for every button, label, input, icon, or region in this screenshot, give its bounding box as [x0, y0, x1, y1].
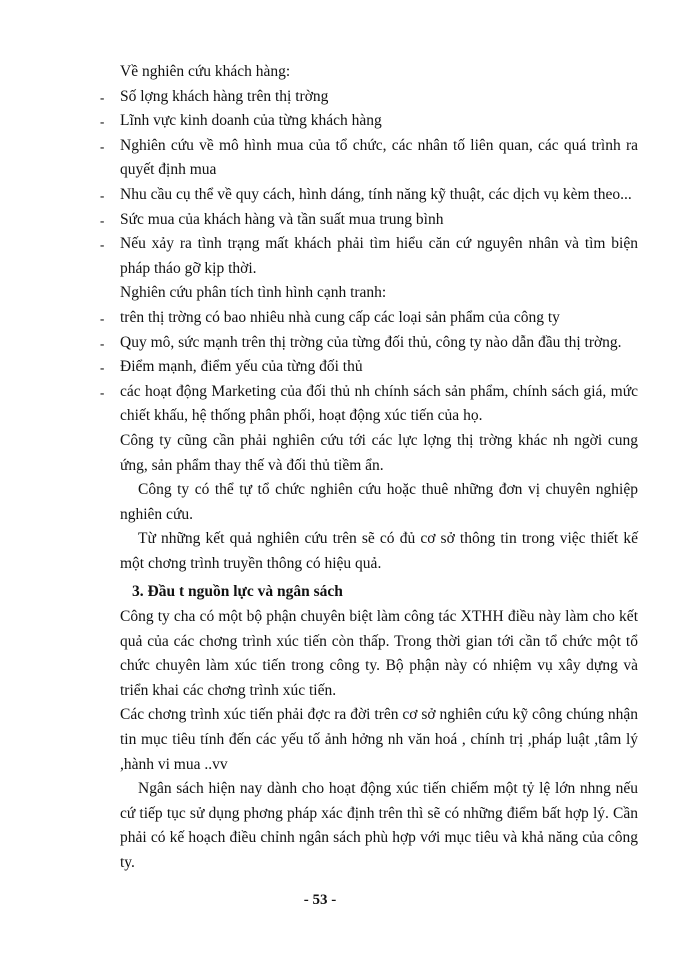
competition-heading: Nghiên cứu phân tích tình hình cạnh tranh:: [120, 284, 387, 302]
list-item-text: Điểm mạnh, điểm yếu của từng đối thủ: [120, 358, 363, 376]
paragraph-department: Công ty cha có một bộ phận chuyên biệt làm công tác XTHH điều này làm cho kết quả của các chơng trình xúc tiến còn thấp. Trong thời gian tới cần tổ chức một tổ chức chuyên làm xúc tiến trong công ty. Bộ phận này có nhiệm vụ xây dựng và triển khai các chơng trình xúc tiến.: [120, 608, 638, 699]
competition-list: [100, 306, 638, 429]
section-heading: 3. Đầu t nguồn lực và ngân sách: [132, 583, 343, 601]
list-item-text: trên thị trờng có bao nhiêu nhà cung cấp các loại sản phẩm của công ty: [120, 308, 560, 326]
list-item-text: Nhu cầu cụ thể về quy cách, hình dáng, tính năng kỹ thuật, các dịch vụ kèm theo...: [120, 185, 632, 203]
paragraph-programs: Các chơng trình xúc tiến phải đợc ra đời trên cơ sở nghiên cứu kỹ công chúng nhận tin mục tiêu tính đến các yếu tố ảnh hởng nh văn hoá , chính trị ,pháp luật ,tâm lý ,hành vi mua ..vv: [120, 706, 638, 773]
bullet-dash: -: [100, 212, 105, 228]
page-number: - 53 -: [303, 892, 337, 908]
document-body: [100, 60, 638, 876]
bullet-dash: -: [100, 360, 105, 376]
bullet-dash: -: [100, 138, 105, 154]
list-item: [100, 208, 638, 233]
list-item: [100, 232, 638, 281]
list-item: [100, 306, 638, 331]
competition-followup: Công ty cũng cần phải nghiên cứu tới các lực lợng thị trờng khác nh ngời cung ứng, sản phẩm thay thế và đối thủ tiềm ẩn.: [120, 431, 638, 474]
list-item: [100, 85, 638, 110]
list-item-text: Quy mô, sức mạnh trên thị trờng của từng đối thủ, công ty nào dẫn đầu thị trờng.: [120, 333, 622, 351]
bullet-dash: -: [100, 237, 105, 253]
customer-research-heading: Về nghiên cứu khách hàng:: [120, 63, 291, 80]
bullet-dash: -: [100, 187, 105, 203]
list-item: [100, 331, 638, 356]
list-item: [100, 380, 638, 429]
paragraph-results: Từ những kết quả nghiên cứu trên sẽ có đủ cơ sở thông tin trong việc thiết kế một chơng trình truyền thông có hiệu quả.: [120, 530, 638, 572]
bullet-dash: -: [100, 335, 105, 351]
paragraph-budget: Ngân sách hiện nay dành cho hoạt động xúc tiến chiếm một tỷ lệ lớn nhng nếu cứ tiếp tục sử dụng phơng pháp xác định trên thì sẽ có những điểm bất hợp lý. Cần phải có kế hoạch điều chỉnh ngân sách phù hợp với mục tiêu và khả năng của công ty.: [120, 780, 638, 871]
list-item: [100, 183, 638, 208]
list-item-text: Lĩnh vực kinh doanh của từng khách hàng: [120, 112, 382, 130]
list-item-text: Sức mua của khách hàng và tần suất mua trung bình: [120, 210, 444, 228]
bullet-dash: -: [100, 384, 105, 400]
bullet-dash: -: [100, 114, 105, 130]
customer-research-list: [100, 85, 638, 282]
list-item: [100, 134, 638, 183]
list-item-text: Số lợng khách hàng trên thị trờng: [120, 87, 329, 105]
paragraph-self-research: Công ty có thể tự tổ chức nghiên cứu hoặc thuê những đơn vị chuyên nghiệp nghiên cứu.: [120, 481, 638, 523]
bullet-dash: -: [100, 310, 105, 326]
list-item-text: các hoạt động Marketing của đối thủ nh chính sách sản phẩm, chính sách giá, mức chiết khấu, hệ thống phân phối, hoạt động xúc tiến của họ.: [120, 382, 638, 425]
list-item: [100, 109, 638, 134]
list-item-text: Nếu xảy ra tình trạng mất khách phải tìm hiểu căn cứ nguyên nhân và tìm biện pháp tháo gỡ kịp thời.: [120, 235, 638, 277]
list-item: [100, 355, 638, 380]
bullet-dash: -: [100, 89, 105, 105]
list-item-text: Nghiên cứu về mô hình mua của tổ chức, các nhân tố liên quan, các quá trình ra quyết định mua: [120, 136, 638, 179]
